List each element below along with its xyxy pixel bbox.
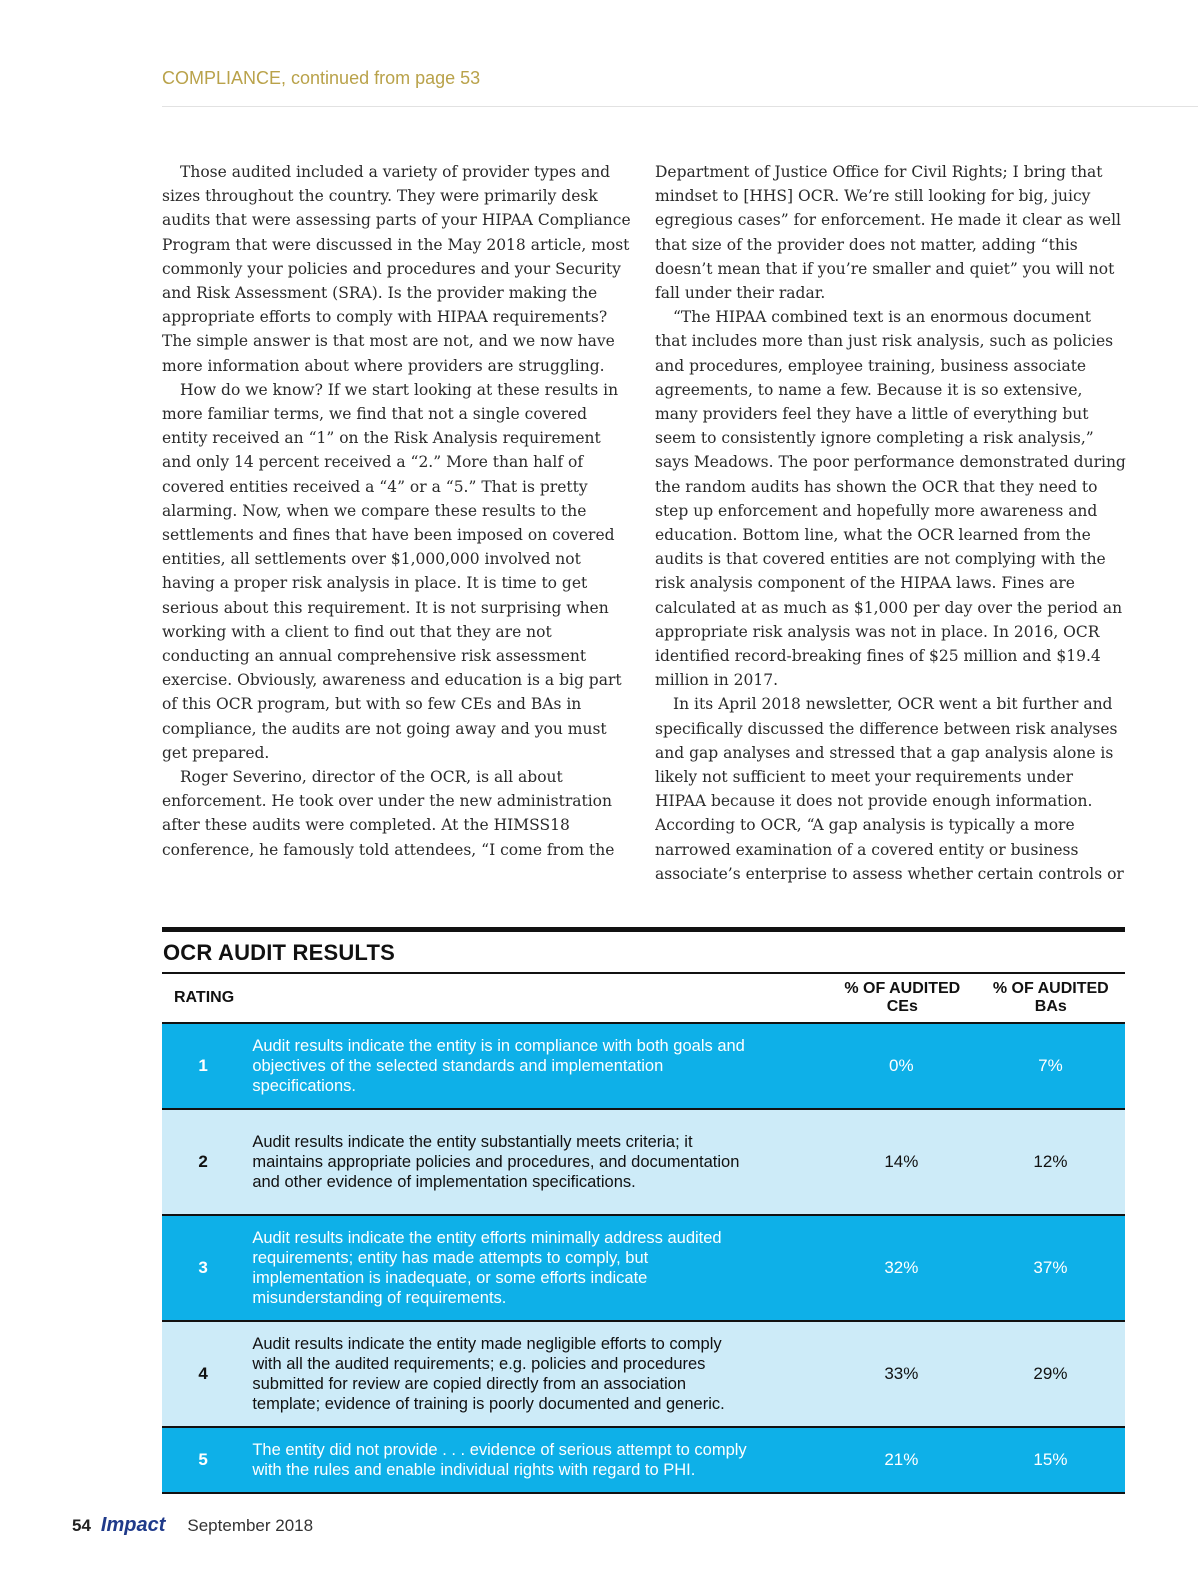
paragraph: Those audited included a variety of provider types and sizes throughout the country. They were primarily desk audits that were assessing parts of your HIPAA Compliance Program that were discussed in the May 2018 article, most commonly your policies and procedures and your Security and Risk Assessment (SRA). Is the provider making the appropriate efforts to comply with HIPAA requirements? The simple answer is that most are not, and we now have more information about where providers are struggling. — [162, 163, 631, 375]
row-rating: 3 — [198, 1258, 208, 1277]
row-ces-value: 21% — [884, 1450, 919, 1469]
header-rating: RATING — [174, 989, 235, 1006]
paragraph: “The HIPAA combined text is an enormous document that includes more than just risk analysis, such as policies and procedures, employee training, business associate agreements, to name a few. Because it is so extensive, many providers feel they have a little of everything but seem to consistently ignore completing a risk analysis,” says Meadows. The poor performance demonstrated during the random audits has shown the OCR that they need to step up enforcement and hopefully more awareness and education. Bottom line, what the OCR learned from the audits is that covered entities are not complying with the risk analysis component of the HIPAA laws. Fines are calculated at as much as $1,000 per day over the period an appropriate risk analysis was not in place. In 2016, OCR identified record-breaking fines of $25 million and $19.4 million in 2017. — [655, 308, 1126, 690]
paragraph: How do we know? If we start looking at these results in more familiar terms, we find that not a single covered entity received an “1” on the Risk Analysis requirement and only 14 percent received a “2.” More than half of covered entities received a “4” or a “5.” That is pretty alarming. Now, when we compare these results to the settlements and fines that have been imposed on covered entities, all settlements over $1,000,000 involved not having a proper risk analysis in place. It is time to get serious about this requirement. It is not surprising when working with a client to find out that they are not conducting an annual comprehensive risk assessment exercise. Obviously, awareness and education is a big part of this OCR program, but with so few CEs and BAs in compliance, the audits are not going away and you must get prepared. — [162, 380, 622, 762]
header-ces: % OF AUDITED CEs — [844, 980, 961, 1015]
audit-results-table — [162, 927, 1125, 1494]
row-rating: 4 — [198, 1364, 208, 1383]
row-bas-value: 29% — [1033, 1364, 1068, 1383]
row-bas-value: 15% — [1033, 1450, 1068, 1469]
section-kicker: COMPLIANCE, continued from page 53 — [162, 68, 481, 88]
paragraph: In its April 2018 newsletter, OCR went a bit further and specifically discussed the difference between risk analyses and gap analyses and stressed that a gap analysis alone is likely not sufficient to meet your requirements under HIPAA because it does not provide enough information. According to OCR, “A gap analysis is typically a more narrowed examination of a covered entity or business associate’s enterprise to assess whether certain controls or — [655, 695, 1124, 883]
header-bas: % OF AUDITED BAs — [992, 980, 1109, 1015]
table-row — [162, 1110, 1125, 1216]
row-rating: 5 — [198, 1450, 208, 1469]
header-divider — [162, 106, 1198, 107]
page-footer — [72, 1514, 313, 1537]
table-title: OCR AUDIT RESULTS — [163, 940, 395, 965]
table-header — [162, 974, 1125, 1024]
row-ces-value: 33% — [884, 1364, 919, 1383]
paragraph: Roger Severino, director of the OCR, is all about enforcement. He took over under the new administration after these audits were completed. At the HIMSS18 conference, he famously told attendees, “I come from the — [162, 768, 615, 859]
page-number: 54 — [72, 1516, 91, 1535]
row-ces-value: 32% — [884, 1258, 919, 1277]
row-description: Audit results indicate the entity made negligible efforts to comply with all the audited requirements; e.g. policies and procedures submitted for review are copied directly from an association template; evidence of training is poorly documented and generic. — [252, 1335, 725, 1413]
row-description: Audit results indicate the entity efforts minimally address audited requirements; entity has made attempts to comply, but implementation is inadequate, or some efforts indicate misunderstanding of requirements. — [252, 1229, 722, 1307]
row-ces-value: 14% — [884, 1152, 919, 1171]
table-row — [162, 1216, 1125, 1322]
row-description: Audit results indicate the entity substantially meets criteria; it maintains appropriate policies and procedures, and documentation and other evidence of implementation specifications. — [252, 1133, 740, 1191]
issue-date: September 2018 — [187, 1516, 314, 1535]
row-rating: 1 — [198, 1056, 208, 1075]
publication-logo: Impact — [100, 1514, 166, 1536]
table-row — [162, 1322, 1125, 1428]
table-row — [162, 1024, 1125, 1110]
row-rating: 2 — [198, 1152, 208, 1171]
article-right-column — [655, 160, 1127, 890]
row-bas-value: 12% — [1033, 1152, 1068, 1171]
table-row — [162, 1428, 1125, 1494]
row-description: The entity did not provide . . . evidence of serious attempt to comply with the rules and enable individual rights with regard to PHI. — [252, 1441, 747, 1479]
article-left-column — [162, 160, 634, 890]
row-description: Audit results indicate the entity is in compliance with both goals and objectives of the selected standards and implementation specifications. — [252, 1037, 745, 1095]
paragraph: Department of Justice Office for Civil Rights; I bring that mindset to [HHS] OCR. We’re still looking for big, juicy egregious cases” for enforcement. He made it clear as well that size of the provider does not matter, adding “this doesn’t mean that if you’re smaller and quiet” you will not fall under their radar. — [655, 163, 1121, 303]
row-bas-value: 7% — [1038, 1056, 1063, 1075]
row-bas-value: 37% — [1033, 1258, 1068, 1277]
row-ces-value: 0% — [889, 1056, 914, 1075]
